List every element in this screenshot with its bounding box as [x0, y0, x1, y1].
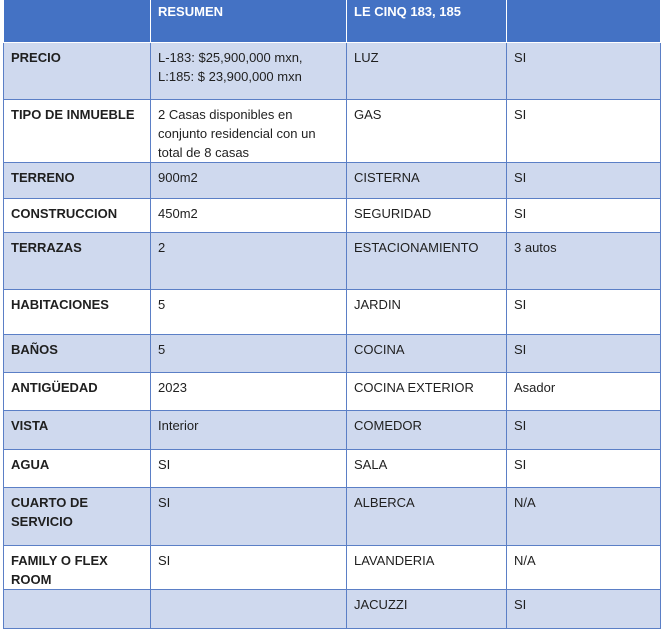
- table-header-row: [4, 0, 661, 43]
- amenity-name: ALBERCA: [347, 488, 507, 546]
- row-label: TIPO DE INMUEBLE: [4, 100, 151, 163]
- amenity-name: COCINA EXTERIOR: [347, 373, 507, 411]
- row-value: 900m2: [151, 163, 347, 199]
- amenity-status: SI: [507, 199, 661, 233]
- amenity-name: LAVANDERIA: [347, 546, 507, 590]
- row-label: AGUA: [4, 450, 151, 488]
- row-label: CONSTRUCCION: [4, 199, 151, 233]
- table-row: [4, 450, 661, 488]
- row-value: [151, 590, 347, 629]
- amenity-name: COMEDOR: [347, 411, 507, 450]
- row-value: 450m2: [151, 199, 347, 233]
- table-row: [4, 233, 661, 290]
- row-label: TERRAZAS: [4, 233, 151, 290]
- row-value: SI: [151, 488, 347, 546]
- amenity-name: GAS: [347, 100, 507, 163]
- table-row: [4, 100, 661, 163]
- table-row: [4, 43, 661, 100]
- header-resumen: RESUMEN: [151, 0, 347, 43]
- header-cell-empty: [4, 0, 151, 43]
- header-property-name: LE CINQ 183, 185: [347, 0, 507, 43]
- table-row: [4, 290, 661, 335]
- header-cell-empty-right: [507, 0, 661, 43]
- row-label: ANTIGÜEDAD: [4, 373, 151, 411]
- row-value: 5: [151, 335, 347, 373]
- amenity-name: COCINA: [347, 335, 507, 373]
- amenity-status: SI: [507, 290, 661, 335]
- amenity-status: N/A: [507, 488, 661, 546]
- amenity-status: SI: [507, 335, 661, 373]
- row-value: 5: [151, 290, 347, 335]
- row-label: HABITACIONES: [4, 290, 151, 335]
- row-value: 2 Casas disponibles en conjunto residencial con un total de 8 casas: [151, 100, 347, 163]
- row-value: 2: [151, 233, 347, 290]
- table-row: [4, 335, 661, 373]
- amenity-status: SI: [507, 163, 661, 199]
- row-label: VISTA: [4, 411, 151, 450]
- amenity-name: JARDIN: [347, 290, 507, 335]
- amenity-status: SI: [507, 590, 661, 629]
- row-value: SI: [151, 450, 347, 488]
- amenity-status: N/A: [507, 546, 661, 590]
- row-label: [4, 590, 151, 629]
- row-value: 2023: [151, 373, 347, 411]
- amenity-status: SI: [507, 450, 661, 488]
- row-value: L-183: $25,900,000 mxn, L:185: $ 23,900,000 mxn: [151, 43, 347, 100]
- amenity-name: JACUZZI: [347, 590, 507, 629]
- table-row: [4, 199, 661, 233]
- row-value: SI: [151, 546, 347, 590]
- row-value: Interior: [151, 411, 347, 450]
- amenity-name: SALA: [347, 450, 507, 488]
- amenity-status: Asador: [507, 373, 661, 411]
- table-row: [4, 411, 661, 450]
- table-row: [4, 590, 661, 629]
- table-row: [4, 546, 661, 590]
- amenity-status: 3 autos: [507, 233, 661, 290]
- row-label: FAMILY O FLEX ROOM: [4, 546, 151, 590]
- table-row: [4, 163, 661, 199]
- row-label: PRECIO: [4, 43, 151, 100]
- amenity-name: SEGURIDAD: [347, 199, 507, 233]
- property-summary-table: [3, 0, 661, 629]
- amenity-status: SI: [507, 100, 661, 163]
- amenity-name: LUZ: [347, 43, 507, 100]
- row-label: CUARTO DE SERVICIO: [4, 488, 151, 546]
- amenity-name: ESTACIONAMIENTO: [347, 233, 507, 290]
- row-label: BAÑOS: [4, 335, 151, 373]
- table-row: [4, 488, 661, 546]
- table-row: [4, 373, 661, 411]
- amenity-status: SI: [507, 411, 661, 450]
- row-label: TERRENO: [4, 163, 151, 199]
- amenity-name: CISTERNA: [347, 163, 507, 199]
- amenity-status: SI: [507, 43, 661, 100]
